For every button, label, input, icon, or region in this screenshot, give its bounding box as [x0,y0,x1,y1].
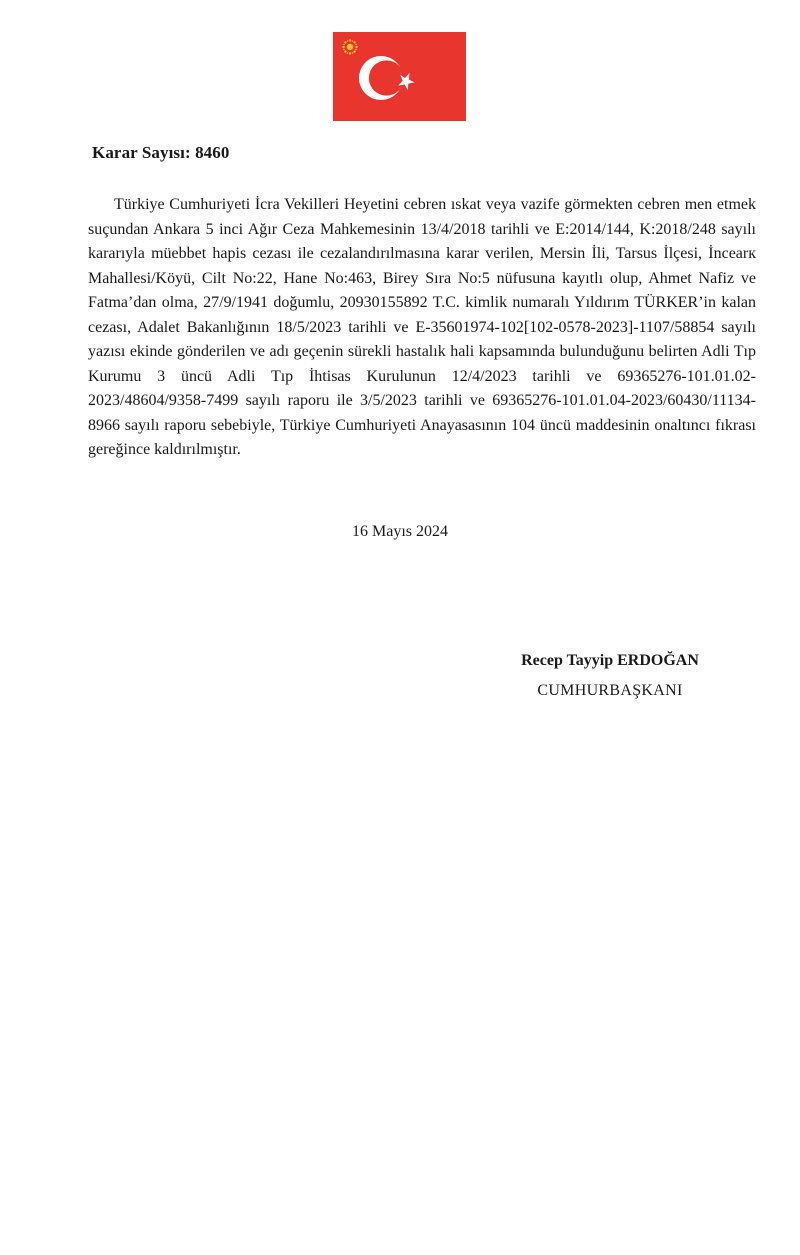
signatory-title: CUMHURBAŞKANI [537,682,683,699]
presidential-flag-emblem-icon [333,32,466,121]
decision-number: Karar Sayısı: 8460 [92,143,230,162]
decision-date: 16 Mayıs 2024 [352,523,448,540]
signature-block [480,650,740,702]
decision-body-paragraph: Türkiye Cumhuriyeti İcra Vekilleri Heyetini cebren ıskat veya vazife görmekten cebren men etmek suçundan Ankara 5 inci Ağır Ceza Mahkemesinin 13/4/2018 tarihli ve E:2014/144, K:2018/248 sayılı kararıyla müebbet hapis cezası ile cezalandırılmasına karar verilen, Mersin İli, Tarsus İlçesi, İncearк Mahallesi/Köyü, Cilt No:22, Hane No:463, Birey Sıra No:5 nüfusuna kayıtlı olup, Ahmet Nafiz ve Fatma’dan olma, 27/9/1941 doğumlu, 20930155892 T.C. kimlik numaralı Yıldırım TÜRKER’in kalan cezası, Adalet Bakanlığının 18/5/2023 tarihli ve E-35601974-102[102-0578-2023]-1107/58854 sayılı yazısı ekinde gönderilen ve adı geçenin sürekli hastalık hali kapsamında bulunduğunu belirten Adli Tıp Kurumu 3 üncü Adli Tıp İhtisas Kurulunun 12/4/2023 tarihli ve 69365276-101.01.02-2023/48604/9358-7499 sayılı raporu ile 3/5/2023 tarihli ve 69365276-101.01.04-2023/60430/11134-8966 sayılı raporu sebebiyle, Türkiye Cumhuriyeti Anayasasının 104 üncü maddesinin onaltıncı fıkrası gereğince kaldırılmıştır. [88,196,756,458]
signatory-name: Recep Tayyip ERDOĞAN [521,652,699,669]
